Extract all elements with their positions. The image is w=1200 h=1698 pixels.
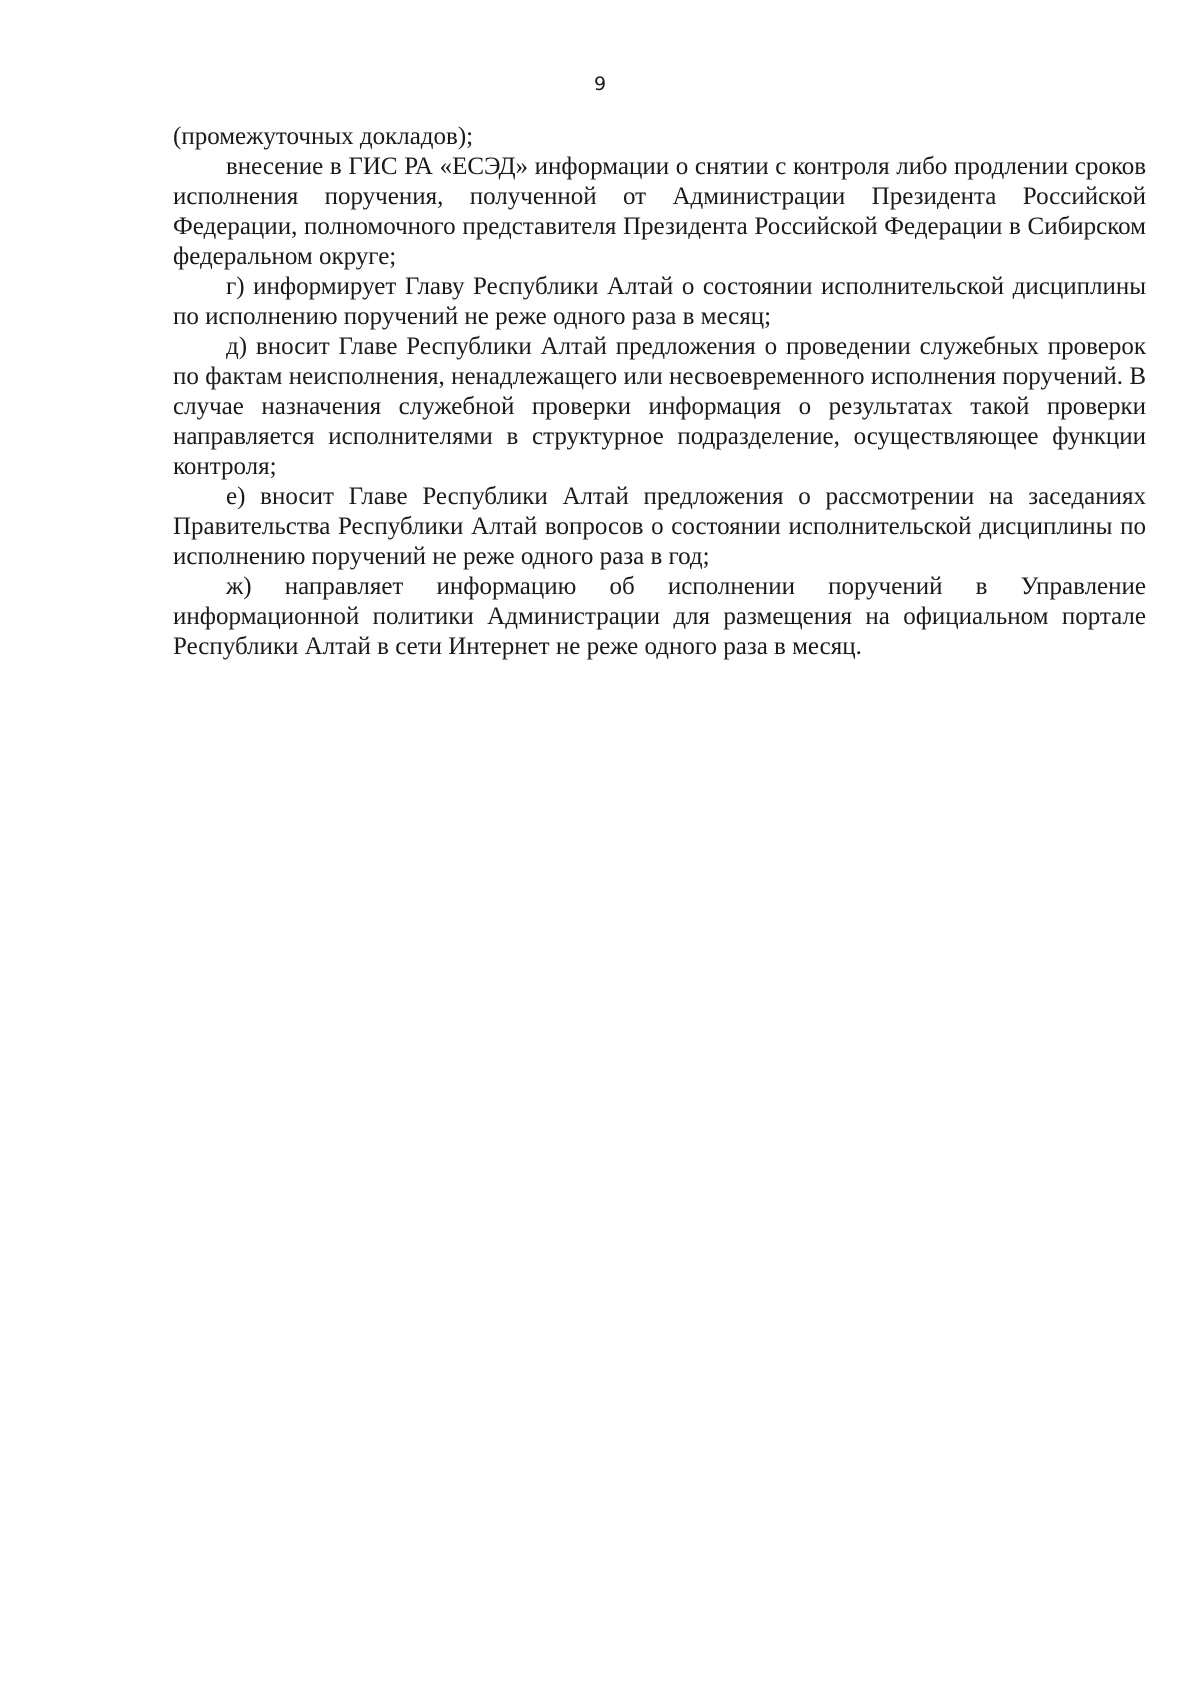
document-body — [173, 122, 1146, 662]
paragraph-item-g: г) информирует Главу Республики Алтай о состоянии исполнительской дисциплины по исполнению поручений не реже одного раза в месяц; — [173, 273, 1146, 330]
paragraph-item-d: д) вносит Главе Республики Алтай предложения о проведении служебных проверок по фактам неисполнения, ненадлежащего или несвоевременного исполнения поручений. В случае назначения служебной проверки информация о результатах такой проверки направляется исполнителями в структурное подразделение, осуществляющее функции контроля; — [173, 333, 1146, 480]
paragraph-item-e: е) вносит Главе Республики Алтай предложения о рассмотрении на заседаниях Правительства Республики Алтай вопросов о состоянии исполнительской дисциплины по исполнению поручений не реже одного раза в год; — [173, 483, 1146, 570]
paragraph-continuation: (промежуточных докладов); — [173, 123, 474, 150]
page-number: 9 — [593, 73, 607, 95]
paragraph-item-zh: ж) направляет информацию об исполнении поручений в Управление информационной политики Администрации для размещения на официальном портале Республики Алтай в сети Интернет не реже одного раза в месяц. — [173, 573, 1146, 660]
paragraph-esed-info: внесение в ГИС РА «ЕСЭД» информации о снятии с контроля либо продлении сроков исполнения поручения, полученной от Администрации Президента Российской Федерации, полномочного представителя Президента Российской Федерации в Сибирском федеральном округе; — [173, 153, 1146, 270]
